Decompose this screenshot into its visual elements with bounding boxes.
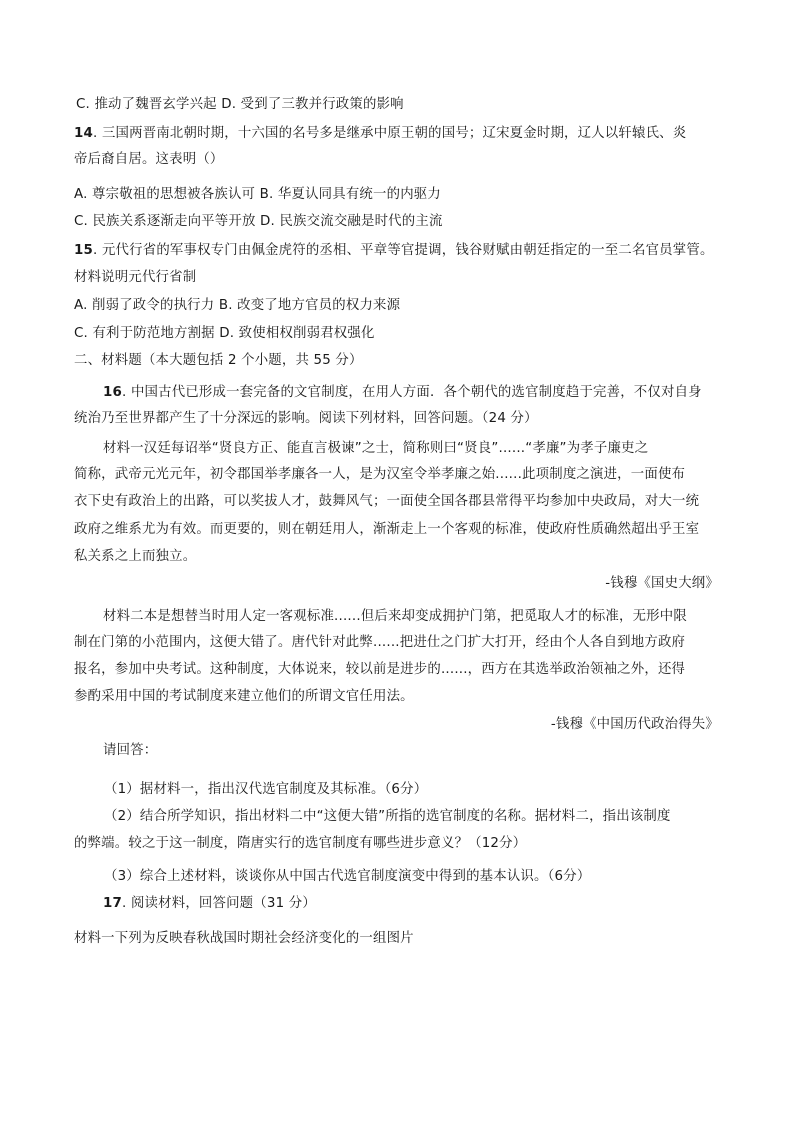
q14-options-ab [74,186,441,204]
q16-material1-line2: 简称，武帝元光元年，初令郡国举孝廉各一人，是为汉室令举孝廉之始......此项制度之演进，一面使布 [74,467,686,482]
q16-number: 16 [103,385,123,400]
q16-intro-line1: . 中国古代已形成一套完备的文官制度，在用人方面．各个朝代的选官制度趋于完善，不仅对自身 [122,385,702,400]
q15-option-b: B. 改变了地方官员的权力来源 [218,298,401,313]
q16-sub1: （1）据材料一，指出汉代选官制度及其标准。（6分） [104,782,428,797]
q15-option-d: D. 致使相权削弱君权强化 [219,326,375,341]
q16-material1-line5: 私关系之上而独立。 [74,549,197,564]
q17-intro-text: . 阅读材料，回答问题（31 分） [122,896,316,911]
q15-options-ab [74,297,400,315]
q16-material1-line3: 衣下史有政治上的出路，可以奖拔人才，鼓舞风气；一面使全国各郡县常得平均参加中央政局，对大一统 [74,494,700,509]
q14-option-d: D. 民族交流交融是时代的主流 [260,214,443,229]
q16-sub2-line2: 的弊端。较之于这一制度，隋唐实行的选官制度有哪些进步意义？（12分） [74,836,527,851]
q14-option-b: B. 华夏认同具有统一的内驱力 [259,187,441,202]
q15-stem [74,242,714,260]
q16-intro [103,384,702,402]
q14-option-a: A. 尊宗敬祖的思想被各族认可 [74,187,256,202]
q14-stem [74,125,686,143]
q13-option-d: D. 受到了三教并行政策的影响 [221,97,404,112]
q15-option-c: C. 有利于防范地方割据 [74,326,215,341]
q16-material2-line2: 制在门第的小范围内，这便大错了。唐代针对此弊......把进仕之门扩大打开，经由个人各自到地方政府 [74,635,686,650]
q17-number: 17 [103,896,123,911]
q13-option-c: C. 推动了魏晋玄学兴起 [76,97,217,112]
q13-options-cd [76,96,404,114]
q15-option-a: A. 削弱了政令的执行力 [74,298,215,313]
q14-option-c: C. 民族关系逐渐走向平等开放 [74,214,256,229]
q16-material2-source: -钱穆《中国历代政治得失》 [550,717,719,732]
q16-sub2-line1: （2）结合所学知识，指出材料二中“这便大错”所指的选官制度的名称。据材料二，指出该制度 [104,809,671,824]
q17-material1: 材料一下列为反映春秋战国时期社会经济变化的一组图片 [74,931,414,946]
q17-intro [103,895,316,913]
q15-options-cd [74,325,375,343]
q16-material1-line4: 政府之维系尤为有效。而更要的，则在朝廷用人，渐渐走上一个客观的标准，使政府性质确然超出乎王室 [74,522,700,537]
q14-stem-line1: . 三国两晋南北朝时期，十六国的名号多是继承中原王朝的国号；辽宋夏金时期，辽人以轩辕氏、炎 [93,126,687,141]
q16-material1-line1: 材料一汉廷每诏举“贤良方正、能直言极谏”之士，简称则曰“贤良”......“孝廉”为孝子廉吏之 [103,441,649,456]
q16-material2-line4: 参酌采用中国的考试制度来建立他们的所谓文官任用法。 [74,689,414,704]
q14-options-cd [74,213,443,231]
q16-prompt: 请回答： [103,743,158,758]
q15-stem-line1: . 元代行省的军事权专门由佩金虎符的丞相、平章等官提调，钱谷财赋由朝廷指定的一至二名官员掌管。 [93,243,714,258]
q15-number: 15 [74,243,94,258]
q14-number: 14 [74,126,94,141]
q16-intro-line2: 统治乃至世界都产生了十分深远的影响。阅读下列材料，回答问题。（24 分） [74,411,538,426]
q15-stem-line2: 材料说明元代行省制 [74,270,197,285]
section2-heading: 二、材料题（本大题包括 2 个小题，共 55 分） [74,353,363,368]
q16-material1-source: -钱穆《国史大纲》 [605,576,719,591]
q16-material2-line3: 报名，参加中央考试。这种制度，大体说来，较以前是进步的......，西方在其选举政治领袖之外，还得 [74,662,686,677]
q16-material2-line1: 材料二本是想替当时用人定一客观标准......但后来却变成拥护门第，把觅取人才的标准，无形中限 [103,609,687,624]
q14-stem-line2: 帝后裔自居。这表明（） [74,152,224,167]
q16-sub3: （3）综合上述材料，谈谈你从中国古代选官制度演变中得到的基本认识。（6分） [104,869,591,884]
